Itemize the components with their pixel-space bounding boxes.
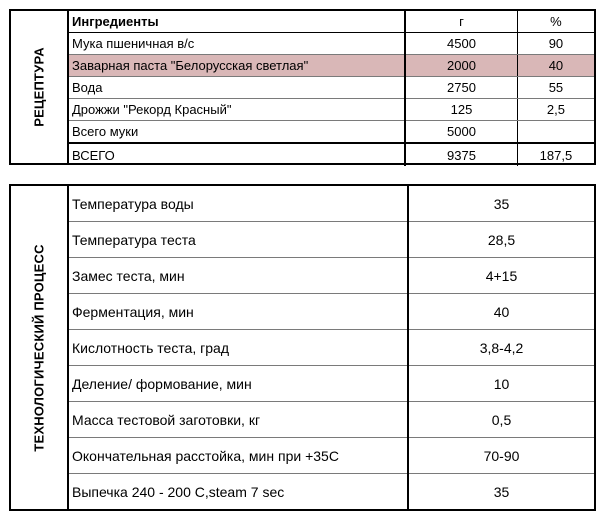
ingredient-name: ВСЕГО [69, 143, 405, 166]
process-row [69, 438, 594, 474]
recipe-row [69, 33, 594, 55]
ingredient-percent: 55 [517, 77, 594, 99]
process-param: Ферментация, мин [69, 294, 408, 330]
recipe-row-highlighted [69, 55, 594, 77]
ingredient-name: Всего муки [69, 121, 405, 144]
process-block [9, 184, 596, 511]
process-row [69, 222, 594, 258]
process-row [69, 474, 594, 510]
process-row [69, 330, 594, 366]
process-value: 3,8-4,2 [408, 330, 594, 366]
recipe-side-label: РЕЦЕПТУРА [31, 47, 47, 127]
process-value: 40 [408, 294, 594, 330]
process-param: Температура воды [69, 186, 408, 222]
process-value: 35 [493, 483, 510, 500]
process-table [69, 186, 594, 509]
ingredient-grams: 2000 [405, 55, 517, 77]
process-value: 0,5 [408, 402, 594, 438]
ingredient-grams: 2750 [405, 77, 517, 99]
recipe-row [69, 77, 594, 99]
recipe-header-name: Ингредиенты [69, 11, 405, 33]
ingredient-percent: 2,5 [517, 99, 594, 121]
process-value: 4+15 [408, 258, 594, 294]
recipe-header-grams: г [405, 11, 517, 33]
recipe-row-total-flour [69, 121, 594, 144]
process-side-label: ТЕХНОЛОГИЧЕСКИЙ ПРОЦЕСС [31, 243, 47, 452]
process-param: Окончательная расстойка, мин при +35С [69, 438, 408, 474]
recipe-header-row [69, 11, 594, 33]
recipe-row-total [69, 143, 594, 166]
ingredient-name: Вода [69, 77, 405, 99]
recipe-row [69, 99, 594, 121]
ingredient-grams: 125 [405, 99, 517, 121]
ingredient-percent: 40 [517, 55, 594, 77]
process-row [69, 402, 594, 438]
process-param: Кислотность теста, град [69, 330, 408, 366]
process-side-header [11, 186, 69, 509]
process-row [69, 258, 594, 294]
process-row [69, 366, 594, 402]
recipe-side-header [11, 11, 69, 163]
ingredient-percent: 187,5 [539, 147, 573, 163]
recipe-table [69, 11, 594, 166]
ingredient-percent [517, 121, 594, 144]
ingredient-name: Заварная паста "Белорусская светлая" [69, 55, 405, 77]
recipe-header-percent: % [517, 11, 594, 33]
process-value: 28,5 [408, 222, 594, 258]
process-param: Масса тестовой заготовки, кг [69, 402, 408, 438]
ingredient-grams: 9375 [405, 143, 517, 166]
process-param: Выпечка 240 - 200 С,steam 7 sec [69, 474, 408, 510]
process-param: Температура теста [69, 222, 408, 258]
process-param: Деление/ формование, мин [69, 366, 408, 402]
ingredient-percent: 90 [517, 33, 594, 55]
process-value: 70-90 [408, 438, 594, 474]
process-param: Замес теста, мин [69, 258, 408, 294]
ingredient-grams: 5000 [405, 121, 517, 144]
process-row [69, 294, 594, 330]
ingredient-name: Мука пшеничная в/с [69, 33, 405, 55]
process-row [69, 186, 594, 222]
ingredient-name: Дрожжи "Рекорд Красный" [69, 99, 405, 121]
process-value: 10 [408, 366, 594, 402]
recipe-block [9, 9, 596, 165]
process-value: 35 [408, 186, 594, 222]
ingredient-grams: 4500 [405, 33, 517, 55]
